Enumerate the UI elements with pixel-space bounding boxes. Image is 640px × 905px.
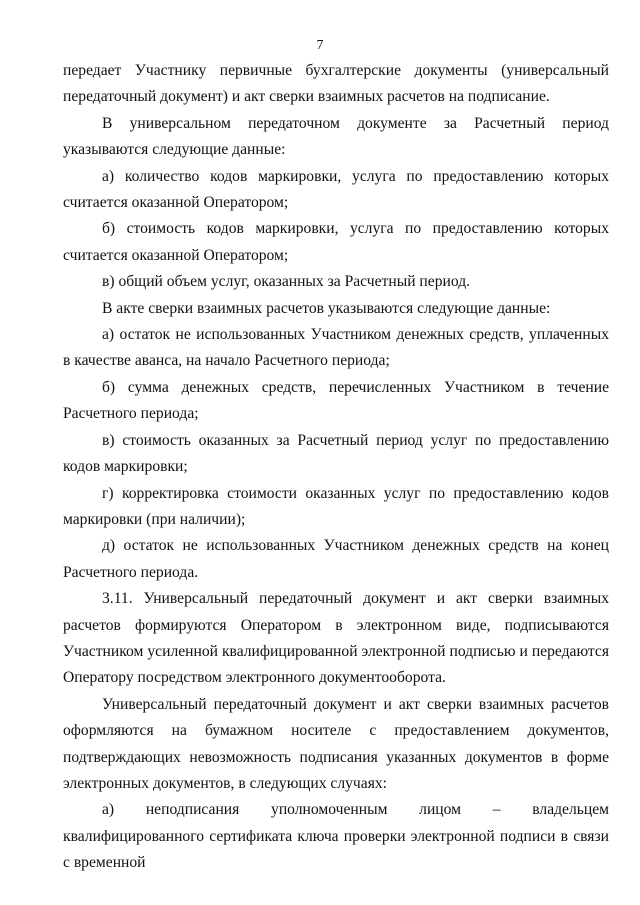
- paragraph-reconciliation-intro: В акте сверки взаимных расчетов указываются следующие данные:: [102, 299, 551, 317]
- paragraph-item-a: а) остаток не использованных Участником денежных средств, уплаченных в качестве аванса, на начало Расчетного периода;: [63, 326, 609, 370]
- paragraph-item-b: б) сумма денежных средств, перечисленных Участником в течение Расчетного периода;: [63, 378, 609, 423]
- paragraph-item-v: в) общий объем услуг, оказанных за Расчетный период.: [102, 273, 471, 291]
- paragraph-clause-3-11: 3.11. Универсальный передаточный документ и акт сверки взаимных расчетов формируются Оператором в электронном виде, подписываются Участником усиленной квалифицированной электронной подписью и передаются Оператору посредством электронного документооборота.: [63, 590, 609, 687]
- paragraph-continuation: передает Участнику первичные бухгалтерские документы (универсальный передаточный документ) и акт сверки взаимных расчетов на подписание.: [63, 62, 609, 106]
- document-body: [63, 58, 609, 877]
- page-number: 7: [316, 38, 324, 53]
- paragraph-item-d: д) остаток не использованных Участником денежных средств на конец Расчетного периода.: [63, 537, 609, 581]
- paragraph-upd-intro: В универсальном передаточном документе за Расчетный период указываются следующие данные:: [63, 114, 609, 159]
- paragraph-item-g: г) корректировка стоимости оказанных услуг по предоставлению кодов маркировки (при наличии);: [63, 484, 609, 528]
- paragraph-item-b: б) стоимость кодов маркировки, услуга по предоставлению которых считается оказанной Оператором;: [63, 220, 609, 264]
- paragraph-paper-form: Универсальный передаточный документ и акт сверки взаимных расчетов оформляются на бумажном носителе с предоставлением документов, подтверждающих невозможность подписания указанных документов в форме электронных документов, в следующих случаях:: [63, 695, 609, 792]
- paragraph-item-a: а) количество кодов маркировки, услуга по предоставлению которых считается оказанной Оператором;: [63, 167, 609, 212]
- paragraph-item-a: а) неподписания уполномоченным лицом – владельцем квалифицированного сертификата ключа проверки электронной подписи в связи с временной: [63, 801, 609, 872]
- paragraph-item-v: в) стоимость оказанных за Расчетный период услуг по предоставлению кодов маркировки;: [63, 431, 609, 476]
